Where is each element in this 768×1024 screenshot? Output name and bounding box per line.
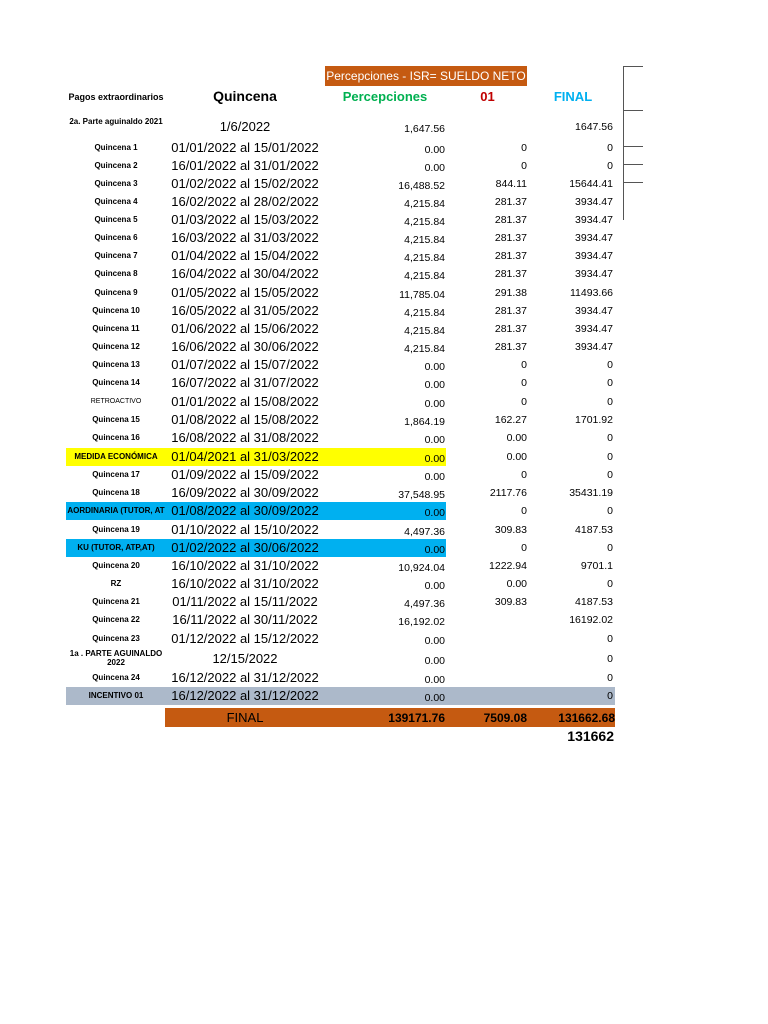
col-header-quincena: Quincena <box>213 88 277 104</box>
row-label: Quincena 13 <box>92 360 140 369</box>
row-label: Quincena 18 <box>92 488 140 497</box>
row-isr: 0 <box>521 469 527 481</box>
row-percepciones: 4,215.84 <box>404 234 445 246</box>
row-final: 11493.66 <box>569 287 613 299</box>
table-row <box>0 338 768 356</box>
row-percepciones: 16,488.52 <box>398 180 445 192</box>
row-percepciones: 0.00 <box>424 379 445 391</box>
row-isr: 0 <box>521 505 527 517</box>
row-date: 01/02/2022 al 30/06/2022 <box>171 540 319 555</box>
row-final: 9701.1 <box>580 560 613 572</box>
table-row <box>0 575 768 593</box>
row-date: 01/09/2022 al 15/09/2022 <box>171 467 319 482</box>
col-header-pagos: Pagos extraordinarios <box>68 92 164 102</box>
table-row <box>0 611 768 629</box>
row-final: 3934.47 <box>575 232 613 244</box>
row-isr: 281.37 <box>494 196 527 208</box>
row-date: 01/03/2022 al 15/03/2022 <box>171 212 319 227</box>
table-row <box>0 687 768 705</box>
row-label: Quincena 16 <box>92 433 140 442</box>
table-row <box>0 466 768 484</box>
row-date: 01/01/2022 al 15/08/2022 <box>171 394 319 409</box>
row-final: 0 <box>607 690 613 702</box>
row-date: 12/15/2022 <box>212 651 278 666</box>
row-isr: 281.37 <box>494 323 527 335</box>
row-label: Quincena 12 <box>92 342 140 351</box>
row-percepciones: 0.00 <box>424 471 445 483</box>
row-final: 0 <box>607 578 613 590</box>
row-label: Quincena 2 <box>94 161 138 170</box>
totals-label: FINAL <box>226 710 264 725</box>
row-percepciones: 11,785.04 <box>399 289 445 301</box>
table-row <box>0 411 768 429</box>
row-final: 0 <box>607 633 613 645</box>
row-date: 01/02/2022 al 15/02/2022 <box>171 176 319 191</box>
row-isr: 291.38 <box>494 287 527 299</box>
row-label: Quincena 15 <box>92 415 140 424</box>
row-isr: 0.00 <box>506 451 527 463</box>
row-final: 3934.47 <box>575 341 613 353</box>
table-row <box>0 650 768 668</box>
row-final: 1647.56 <box>575 121 613 133</box>
row-label: Quincena 1 <box>94 143 138 152</box>
row-final: 0 <box>607 359 613 371</box>
row-isr: 1222.94 <box>489 560 527 572</box>
row-isr: 0 <box>521 377 527 389</box>
row-label: Quincena 5 <box>94 215 138 224</box>
row-percepciones: 4,215.84 <box>404 307 445 319</box>
table-row <box>0 539 768 557</box>
row-date: 16/06/2022 al 30/06/2022 <box>171 339 319 354</box>
edge-border <box>623 182 643 183</box>
table-row <box>0 557 768 575</box>
row-isr: 309.83 <box>494 596 527 608</box>
row-date: 01/07/2022 al 15/07/2022 <box>171 357 319 372</box>
row-label: RZ <box>110 579 122 588</box>
row-percepciones: 4,215.84 <box>404 252 445 264</box>
row-isr: 0 <box>521 160 527 172</box>
row-date: 16/10/2022 al 31/10/2022 <box>171 558 319 573</box>
row-isr: 309.83 <box>494 524 527 536</box>
edge-border <box>623 110 643 111</box>
row-percepciones: 1,647.56 <box>404 123 445 135</box>
table-row <box>0 669 768 687</box>
row-final: 0 <box>607 653 613 665</box>
row-date: 01/04/2022 al 15/04/2022 <box>171 248 319 263</box>
row-percepciones: 16,192.02 <box>398 616 445 628</box>
table-row <box>0 521 768 539</box>
row-date: 16/09/2022 al 30/09/2022 <box>171 485 319 500</box>
table-row <box>0 429 768 447</box>
row-final: 0 <box>607 505 613 517</box>
row-label: Quincena 19 <box>92 525 140 534</box>
row-date: 16/01/2022 al 31/01/2022 <box>171 158 319 173</box>
row-final: 0 <box>607 160 613 172</box>
row-date: 16/12/2022 al 31/12/2022 <box>171 670 319 685</box>
row-label: AORDINARIA (TUTOR, AT <box>67 506 165 515</box>
row-isr: 0 <box>521 359 527 371</box>
row-percepciones: 4,215.84 <box>404 343 445 355</box>
row-date: 16/12/2022 al 31/12/2022 <box>171 688 319 703</box>
row-label: 2a. Parte aguinaldo 2021 <box>69 117 163 126</box>
row-percepciones: 4,215.84 <box>404 325 445 337</box>
table-row <box>0 393 768 411</box>
row-isr: 281.37 <box>494 232 527 244</box>
row-percepciones: 10,924.04 <box>398 562 445 574</box>
row-label: Quincena 20 <box>92 561 140 570</box>
grand-total: 131662 <box>567 728 614 744</box>
row-label: Quincena 3 <box>94 179 138 188</box>
table-row <box>0 118 768 136</box>
row-isr: 0.00 <box>506 432 527 444</box>
totals-isr: 7509.08 <box>483 711 527 725</box>
row-percepciones: 0.00 <box>424 144 445 156</box>
row-final: 0 <box>607 469 613 481</box>
header-banner: Percepciones - ISR= SUELDO NETO <box>325 66 527 86</box>
row-percepciones: 0.00 <box>424 434 445 446</box>
table-row <box>0 630 768 648</box>
col-header-final: FINAL <box>553 89 593 104</box>
row-date: 01/08/2022 al 15/08/2022 <box>171 412 319 427</box>
row-final: 16192.02 <box>569 614 613 626</box>
row-final: 3934.47 <box>575 214 613 226</box>
table-row <box>0 374 768 392</box>
row-date: 01/10/2022 al 15/10/2022 <box>171 522 319 537</box>
row-final: 0 <box>607 542 613 554</box>
row-final: 35431.19 <box>569 487 613 499</box>
edge-border <box>623 66 624 220</box>
table-row <box>0 448 768 466</box>
row-label: Quincena 6 <box>94 233 138 242</box>
table-row <box>0 320 768 338</box>
table-row <box>0 265 768 283</box>
col-header-01: 01 <box>480 89 495 104</box>
row-final: 4187.53 <box>575 596 613 608</box>
row-date: 01/11/2022 al 15/11/2022 <box>172 594 318 609</box>
row-final: 15644.41 <box>569 178 613 190</box>
row-label: Quincena 22 <box>92 615 140 624</box>
row-final: 3934.47 <box>575 323 613 335</box>
row-percepciones: 4,497.36 <box>404 526 445 538</box>
table-row <box>0 284 768 302</box>
row-label: Quincena 14 <box>92 378 140 387</box>
table-row <box>0 193 768 211</box>
row-date: 16/05/2022 al 31/05/2022 <box>171 303 319 318</box>
row-label: Quincena 4 <box>94 197 138 206</box>
row-label: Quincena 21 <box>92 597 140 606</box>
row-label: 1a . PARTE AGUINALDO 2022 <box>69 649 163 667</box>
row-percepciones: 4,215.84 <box>404 198 445 210</box>
row-percepciones: 0.00 <box>424 507 445 519</box>
row-isr: 281.37 <box>494 268 527 280</box>
row-label: Quincena 24 <box>92 673 140 682</box>
row-percepciones: 0.00 <box>424 692 445 704</box>
row-isr: 2117.76 <box>489 487 527 499</box>
row-date: 01/06/2022 al 15/06/2022 <box>171 321 319 336</box>
row-date: 16/08/2022 al 31/08/2022 <box>171 430 319 445</box>
row-date: 16/07/2022 al 31/07/2022 <box>171 375 319 390</box>
table-row <box>0 175 768 193</box>
row-final: 0 <box>607 142 613 154</box>
table-row <box>0 502 768 520</box>
row-date: 01/05/2022 al 15/05/2022 <box>171 285 319 300</box>
row-date: 16/10/2022 al 31/10/2022 <box>171 576 319 591</box>
row-percepciones: 0.00 <box>424 361 445 373</box>
row-isr: 0 <box>521 396 527 408</box>
row-isr: 0 <box>521 142 527 154</box>
row-final: 1701.92 <box>575 414 613 426</box>
table-row <box>0 211 768 229</box>
row-isr: 0.00 <box>506 578 527 590</box>
row-final: 3934.47 <box>575 250 613 262</box>
row-percepciones: 0.00 <box>424 398 445 410</box>
row-label: Quincena 8 <box>94 269 138 278</box>
totals-percepciones: 139171.76 <box>388 711 445 725</box>
table-row <box>0 139 768 157</box>
row-final: 0 <box>607 451 613 463</box>
row-final: 3934.47 <box>575 196 613 208</box>
table-row <box>0 229 768 247</box>
row-percepciones: 0.00 <box>424 544 445 556</box>
row-percepciones: 0.00 <box>424 635 445 647</box>
row-isr: 281.37 <box>494 250 527 262</box>
row-isr: 844.11 <box>495 178 527 190</box>
row-date: 01/12/2022 al 15/12/2022 <box>171 631 319 646</box>
row-percepciones: 4,215.84 <box>404 270 445 282</box>
totals-final: 131662.68 <box>558 711 615 725</box>
row-final: 0 <box>607 672 613 684</box>
row-percepciones: 1,864.19 <box>404 416 445 428</box>
row-percepciones: 0.00 <box>424 674 445 686</box>
row-date: 01/01/2022 al 15/01/2022 <box>171 140 319 155</box>
row-date: 01/08/2022 al 30/09/2022 <box>171 503 319 518</box>
row-percepciones: 4,497.36 <box>404 598 445 610</box>
row-label: RETROACTIVO <box>90 398 142 405</box>
row-label: KU (TUTOR, ATP,AT) <box>77 543 155 552</box>
row-final: 3934.47 <box>575 305 613 317</box>
table-row <box>0 302 768 320</box>
edge-border <box>623 66 643 67</box>
row-date: 16/03/2022 al 31/03/2022 <box>171 230 319 245</box>
row-label: Quincena 11 <box>92 324 140 333</box>
row-label: Quincena 10 <box>92 306 140 315</box>
row-final: 3934.47 <box>575 268 613 280</box>
table-row <box>0 356 768 374</box>
edge-border <box>623 164 643 165</box>
row-percepciones: 0.00 <box>424 655 445 667</box>
row-final: 4187.53 <box>575 524 613 536</box>
table-row <box>0 593 768 611</box>
row-label: Quincena 17 <box>92 470 140 479</box>
row-percepciones: 4,215.84 <box>404 216 445 228</box>
row-label: MEDIDA ECONÓMICA <box>74 452 158 461</box>
row-label: INCENTIVO 01 <box>88 691 144 700</box>
col-header-percepciones: Percepciones <box>342 89 428 104</box>
table-row <box>0 157 768 175</box>
row-isr: 0 <box>521 542 527 554</box>
row-final: 0 <box>607 377 613 389</box>
row-isr: 281.37 <box>494 305 527 317</box>
row-percepciones: 0.00 <box>424 580 445 592</box>
row-percepciones: 0.00 <box>424 453 445 465</box>
row-isr: 281.37 <box>494 214 527 226</box>
edge-border <box>623 146 643 147</box>
row-percepciones: 37,548.95 <box>398 489 445 501</box>
row-label: Quincena 7 <box>94 251 138 260</box>
row-date: 16/02/2022 al 28/02/2022 <box>171 194 319 209</box>
row-percepciones: 0.00 <box>424 162 445 174</box>
row-final: 0 <box>607 432 613 444</box>
row-date: 01/04/2021 al 31/03/2022 <box>171 449 319 464</box>
row-date: 1/6/2022 <box>219 119 271 134</box>
table-row <box>0 484 768 502</box>
row-final: 0 <box>607 396 613 408</box>
row-date: 16/11/2022 al 30/11/2022 <box>172 612 318 627</box>
row-label: Quincena 23 <box>92 634 140 643</box>
row-isr: 162.27 <box>494 414 527 426</box>
table-row <box>0 247 768 265</box>
row-date: 16/04/2022 al 30/04/2022 <box>171 266 319 281</box>
row-label: Quincena 9 <box>94 288 138 297</box>
row-isr: 281.37 <box>494 341 527 353</box>
